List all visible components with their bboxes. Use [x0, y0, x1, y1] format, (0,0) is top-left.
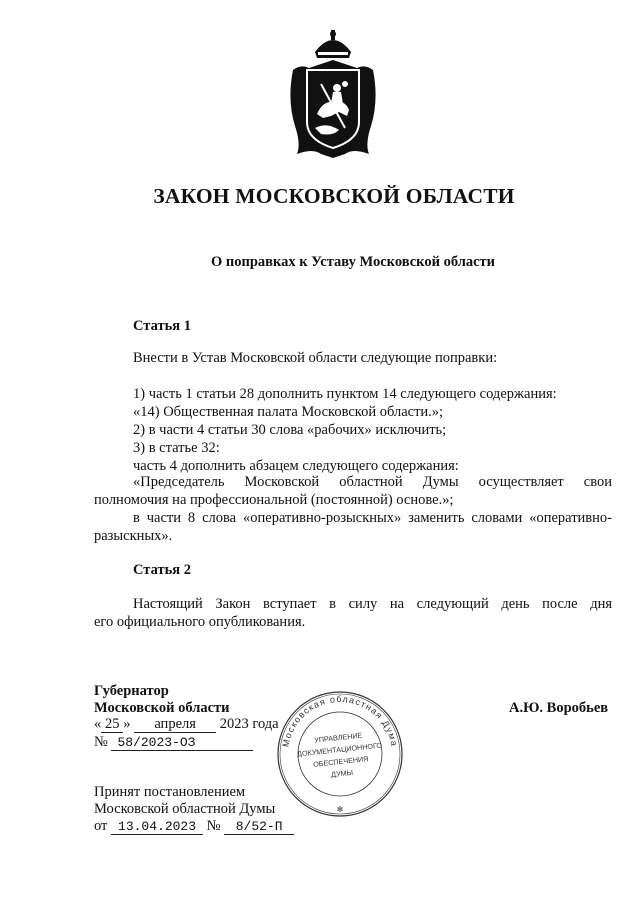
governor-title: Губернатор — [94, 683, 169, 699]
adoption-number-label: № — [206, 818, 221, 834]
article1-line: «14) Общественная палата Московской области.»; — [133, 404, 444, 420]
law-number-label: № — [94, 734, 108, 750]
stamp-center-line: УПРАВЛЕНИЕ — [313, 730, 363, 745]
article1-line: 1) часть 1 статьи 28 дополнить пунктом 14 следующего содержания: — [133, 386, 557, 402]
article1-line: часть 4 дополнить абзацем следующего содержания: — [133, 458, 459, 474]
stamp-center-line: ОБЕСПЕЧЕНИЯ — [312, 754, 369, 769]
adoption-line2: Московской областной Думы — [94, 801, 276, 817]
svg-text:✻: ✻ — [336, 805, 344, 814]
article1-quote-line2: полномочия на профессиональной (постоянной) основе.»; — [94, 492, 454, 508]
adoption-from-label: от — [94, 818, 108, 834]
law-number — [94, 734, 253, 751]
adoption-date: 13.04.2023 — [111, 819, 203, 835]
document-subtitle: О поправках к Уставу Московской области — [210, 254, 496, 270]
adoption-number: 8/52-П — [224, 819, 294, 835]
governor-region: Московской области — [94, 700, 230, 716]
document-title: ЗАКОН МОСКОВСКОЙ ОБЛАСТИ — [153, 184, 515, 208]
date-year: 2023 года — [219, 716, 279, 732]
article2-text-line1: Настоящий Закон вступает в силу на следующий день после дня — [133, 596, 612, 612]
date-month: апреля — [134, 717, 216, 733]
duma-round-stamp — [276, 690, 404, 818]
law-number-value: 58/2023-ОЗ — [111, 735, 253, 751]
governor-name: А.Ю. Воробьев — [509, 700, 609, 716]
coat-of-arms-emblem — [287, 30, 379, 162]
stamp-ring-text: Московская областная Дума — [280, 693, 400, 748]
stamp-center-line: ДОКУМЕНТАЦИОННОГО — [296, 740, 383, 759]
article2-heading: Статья 2 — [133, 562, 191, 578]
article1-heading: Статья 1 — [133, 318, 191, 334]
signing-date — [94, 716, 279, 733]
stamp-center-line: ДУМЫ — [330, 767, 354, 780]
date-close-quote: » — [123, 716, 131, 732]
article1-line: 3) в статье 32: — [133, 440, 220, 456]
article1-part8-line1: в части 8 слова «оперативно-розыскных» заменить словами «оперативно- — [133, 510, 612, 526]
date-open-quote: « — [94, 716, 102, 732]
article1-line: 2) в части 4 статьи 30 слова «рабочих» исключить; — [133, 422, 447, 438]
date-day: 25 — [101, 717, 123, 733]
adoption-date-line — [94, 818, 294, 835]
article1-quote-line1: «Председатель Московской областной Думы осуществляет свои — [133, 474, 612, 490]
article1-intro: Внести в Устав Московской области следующие поправки: — [133, 350, 498, 366]
article1-part8-line2: разыскных». — [94, 528, 173, 544]
adoption-line1: Принят постановлением — [94, 784, 246, 800]
article2-text-line2: его официального опубликования. — [94, 614, 306, 630]
